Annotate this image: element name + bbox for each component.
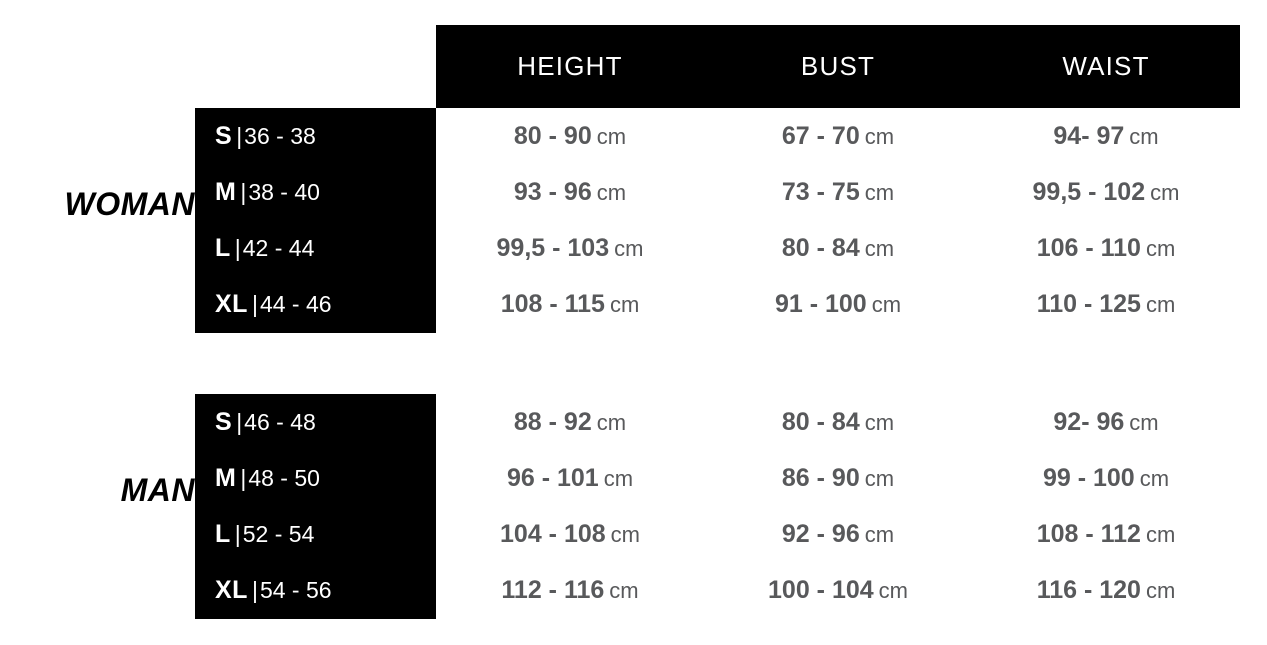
size-label: S [215,407,233,436]
height-number: 80 - 90 [513,121,592,150]
waist-number: 99 - 100 [1042,463,1135,492]
bust-number: 73 - 75 [781,177,860,206]
bust-value [704,122,972,151]
height-number: 93 - 96 [513,177,592,206]
unit-label: cm [1145,521,1176,547]
waist-number: 106 - 110 [1036,233,1141,262]
table-row [0,562,1267,618]
group-label-man: MAN [120,472,195,508]
unit-label: cm [1145,235,1176,261]
height-number: 108 - 115 [500,289,605,318]
waist-value [972,290,1240,319]
size-range: 48 - 50 [248,464,320,491]
size-label: L [215,233,231,262]
unit-label: cm [878,577,908,603]
waist-value [972,576,1240,605]
size-range: 54 - 56 [259,576,332,603]
size-cell [0,576,436,605]
table-row [0,164,1267,220]
unit-label: cm [610,521,640,547]
waist-number: 110 - 125 [1036,289,1141,318]
rows-man [0,394,1267,618]
size-cell [0,520,436,549]
unit-label: cm [864,521,895,547]
bust-value [704,178,972,207]
size-label: XL [215,575,248,604]
size-separator: | [236,408,243,435]
height-number: 96 - 101 [506,463,599,492]
size-cell [0,234,436,263]
bust-value [704,464,972,493]
group-label-woman: WOMAN [64,186,195,222]
unit-label: cm [596,123,627,149]
unit-label: cm [864,179,895,205]
unit-label: cm [864,235,895,261]
size-separator: | [251,576,258,603]
unit-label: cm [1129,409,1159,435]
size-cell [0,408,436,437]
unit-label: cm [609,577,639,603]
size-separator: | [236,122,243,149]
size-cell [0,122,436,151]
unit-label: cm [1129,123,1159,149]
waist-number: 94- 97 [1053,121,1125,150]
waist-value [972,464,1240,493]
table-row [0,108,1267,164]
table-row [0,220,1267,276]
column-header-bust: BUST [800,51,876,81]
height-number: 99,5 - 103 [496,233,610,262]
bust-number: 80 - 84 [781,407,860,436]
size-range: 38 - 40 [248,178,320,205]
waist-number: 116 - 120 [1036,575,1141,604]
table-header [436,25,1240,108]
waist-value [972,520,1240,549]
bust-number: 80 - 84 [781,233,860,262]
height-value [436,464,704,493]
bust-value [704,408,972,437]
unit-label: cm [864,409,895,435]
table-row [0,394,1267,450]
size-separator: | [251,290,258,317]
unit-label: cm [614,235,644,261]
bust-value [704,520,972,549]
unit-label: cm [596,409,627,435]
unit-label: cm [1150,179,1180,205]
height-value [436,178,704,207]
size-separator: | [234,234,241,261]
bust-number: 92 - 96 [781,519,860,548]
bust-number: 91 - 100 [774,289,867,318]
unit-label: cm [1145,291,1176,317]
size-range: 36 - 38 [244,122,316,149]
unit-label: cm [603,465,634,491]
size-range: 44 - 46 [259,290,332,317]
bust-value [704,290,972,319]
height-number: 104 - 108 [500,519,606,548]
size-separator: | [240,464,247,491]
size-separator: | [234,520,241,547]
bust-number: 86 - 90 [781,463,860,492]
bust-number: 67 - 70 [781,121,860,150]
height-value [436,234,704,263]
bust-number: 100 - 104 [768,575,874,604]
bust-value [704,234,972,263]
waist-value [972,178,1240,207]
unit-label: cm [1139,465,1170,491]
size-range: 46 - 48 [244,408,316,435]
table-row [0,450,1267,506]
size-label: M [215,177,237,206]
size-cell [0,464,436,493]
table-row [0,506,1267,562]
unit-label: cm [871,291,902,317]
size-separator: | [240,178,247,205]
unit-label: cm [864,465,895,491]
size-label: XL [215,289,248,318]
height-value [436,520,704,549]
waist-number: 99,5 - 102 [1032,177,1146,206]
height-number: 88 - 92 [513,407,592,436]
height-value [436,122,704,151]
size-cell [0,178,436,207]
unit-label: cm [1145,577,1176,603]
size-cell [0,290,436,319]
column-header-height: HEIGHT [517,51,623,81]
bust-value [704,576,972,605]
size-range: 42 - 44 [242,234,315,261]
size-label: S [215,121,233,150]
unit-label: cm [609,291,640,317]
column-header-waist: WAIST [1062,51,1150,81]
rows-woman [0,108,1267,332]
waist-value [972,122,1240,151]
waist-number: 108 - 112 [1036,519,1141,548]
height-value [436,408,704,437]
size-range: 52 - 54 [242,520,315,547]
height-value [436,290,704,319]
waist-value [972,408,1240,437]
size-label: M [215,463,237,492]
waist-value [972,234,1240,263]
size-label: L [215,519,231,548]
height-number: 112 - 116 [501,575,605,604]
height-value [436,576,704,605]
unit-label: cm [596,179,627,205]
table-row [0,276,1267,332]
waist-number: 92- 96 [1053,407,1125,436]
unit-label: cm [864,123,895,149]
